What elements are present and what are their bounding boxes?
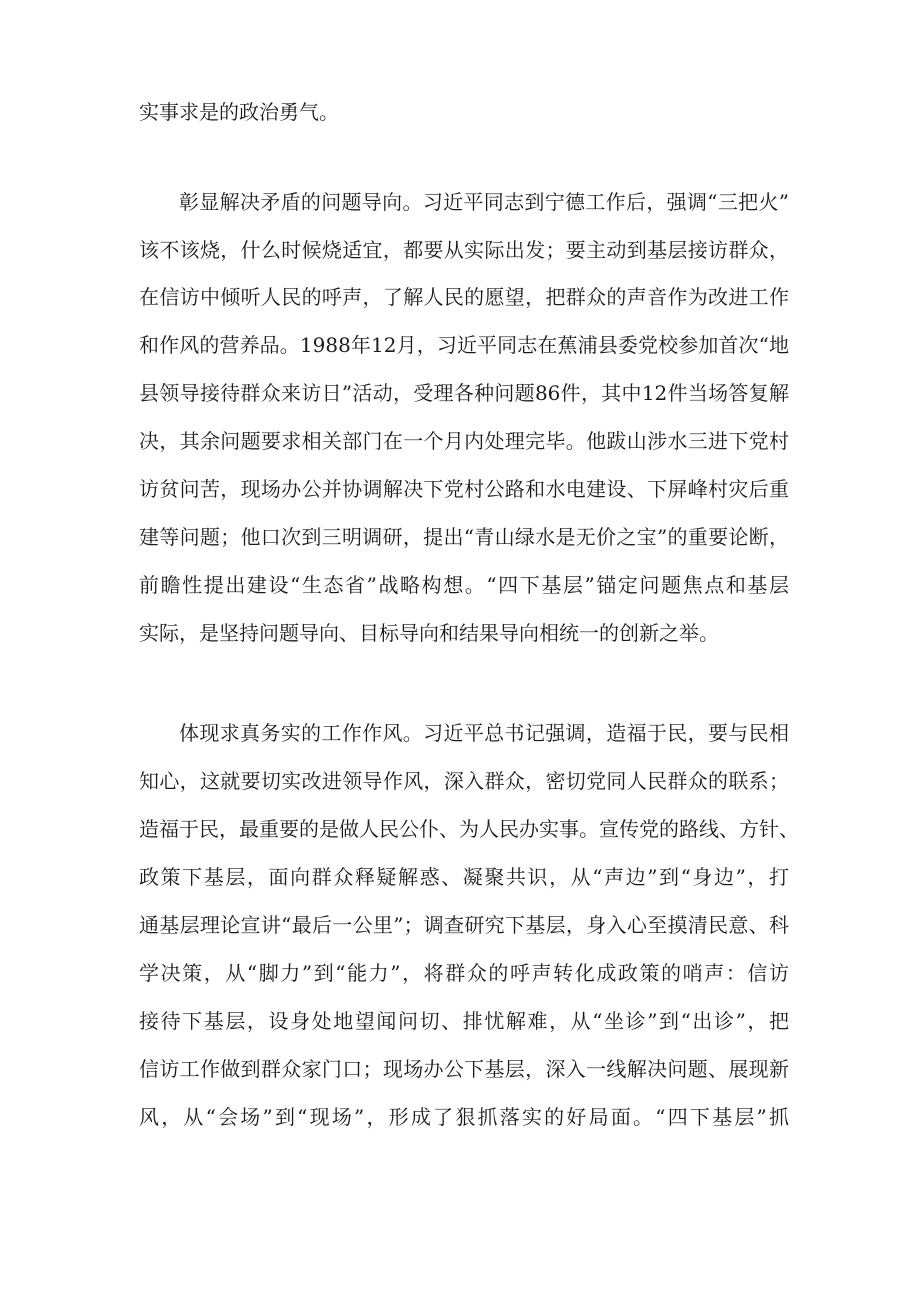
text-line: 接待下基层，设身处地望闻问切、排忧解难，从“坐诊”到“出诊”，把 [139,1009,789,1033]
paragraph-first-line: 体现求真务实的工作作风。习近平总书记强调，造福于民，要与民相 [179,721,789,745]
text-line: 实际，是坚持问题导向、目标导向和结果导向相统一的创新之举。 [139,621,719,645]
text-line: 风，从“会场”到“现场”，形成了狠抓落实的好局面。“四下基层”抓 [139,1105,789,1129]
text-line: 和作风的营养品。1988年12月，习近平同志在蕉浦县委党校参加首次“地 [139,333,789,357]
text-line: 学决策，从“脚力”到“能力”，将群众的呼声转化成政策的哨声：信访 [139,961,789,985]
text-line: 在信访中倾听人民的呼声，了解人民的愿望，把群众的声音作为改进工作 [139,285,789,309]
text-line: 通基层理论宣讲“最后一公里”；调查研究下基层，身入心至摸清民意、科 [139,913,789,937]
text-line: 决，其余问题要求相关部门在一个月内处理完毕。他跋山涉水三进下党村 [139,429,789,453]
text-line: 政策下基层，面向群众释疑解惑、凝聚共识，从“声边”到“身边”，打 [139,865,789,889]
text-line: 知心，这就要切实改进领导作风，深入群众，密切党同人民群众的联系； [139,769,789,793]
text-line: 造福于民，最重要的是做人民公仆、为人民办实事。宣传党的路线、方针、 [139,817,799,841]
text-line: 实事求是的政治勇气。 [139,100,339,124]
text-line: 该不该烧，什么时候烧适宜，都要从实际出发；要主动到基层接访群众， [139,238,789,262]
text-line: 建等问题；他口次到三明调研，提出“青山绿水是无价之宝”的重要论断， [139,525,789,549]
text-line: 县领导接待群众来访日”活动，受理各种问题86件，其中12件当场答复解 [139,381,789,405]
paragraph-first-line: 彰显解决矛盾的问题导向。习近平同志到宁德工作后，强调“三把火” [179,190,789,214]
text-line: 访贫问苦，现场办公并协调解决下党村公路和水电建设、下屏峰村灾后重 [139,477,789,501]
text-line: 前瞻性提出建设“生态省”战略构想。“四下基层”锚定问题焦点和基层 [139,573,789,597]
text-line: 信访工作做到群众家门口；现场办公下基层，深入一线解决问题、展现新 [139,1057,789,1081]
